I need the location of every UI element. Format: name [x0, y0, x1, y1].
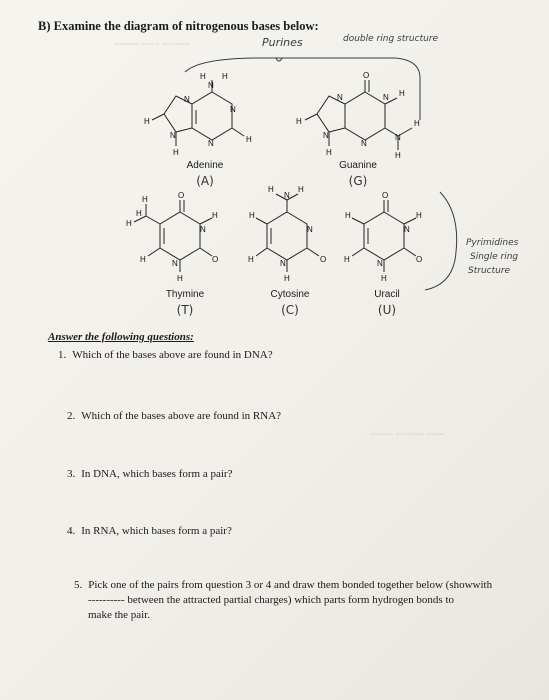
answer-section-title: Answer the following questions: — [48, 331, 194, 343]
question-text: Which of the bases above are found in DNA? — [72, 349, 273, 361]
uracil-structure — [352, 200, 416, 272]
question-number: 3. — [67, 468, 76, 480]
question-5 — [74, 578, 504, 623]
atom-label: H — [222, 72, 228, 81]
handwritten-purines: Purines — [262, 36, 303, 49]
atom-label: H — [326, 148, 332, 157]
atom-label: H — [140, 255, 146, 264]
atom-label: H — [345, 211, 351, 220]
handwritten-single-ring: Single ring — [470, 252, 519, 262]
section-header: B) Examine the diagram of nitrogenous bases below: — [38, 19, 319, 33]
handwritten-double-ring: double ring structure — [343, 34, 439, 44]
guanine-letter: (G) — [348, 174, 368, 188]
thymine-label: Thymine — [165, 289, 205, 300]
atom-label: O — [363, 71, 370, 80]
atom-label: H — [268, 185, 274, 194]
pyrimidines-bracket — [425, 192, 457, 290]
uracil-label: Uracil — [374, 289, 400, 300]
question-number: 4. — [67, 525, 76, 537]
atom-label: H — [284, 274, 290, 283]
question-text: In RNA, which bases form a pair? — [81, 525, 232, 537]
atom-label: N — [307, 225, 313, 234]
atom-label: N — [208, 81, 214, 90]
question-1 — [58, 349, 273, 361]
atom-label: N — [200, 225, 206, 234]
question-text: ---------- between the attracted partial charges) which parts form hydrogen bonds to — [88, 594, 455, 606]
atom-label: O — [178, 191, 185, 200]
atom-label: H — [298, 185, 304, 194]
atom-label: N — [230, 105, 236, 114]
atom-label: N — [172, 259, 178, 268]
adenine-label: Adenine — [186, 160, 224, 171]
handwritten-structure: Structure — [468, 266, 511, 276]
thymine-letter: (T) — [176, 303, 194, 317]
question-number: 2. — [67, 410, 76, 422]
atom-label: H — [177, 274, 183, 283]
atom-label: H — [200, 72, 206, 81]
atom-label: H — [414, 119, 420, 128]
atom-label: N — [404, 225, 410, 234]
atom-label: N — [184, 95, 190, 104]
atom-label: H — [344, 255, 350, 264]
atom-label: H — [296, 117, 302, 126]
atom-label: H — [212, 211, 218, 220]
atom-label: N — [337, 93, 343, 102]
atom-label: H — [142, 195, 148, 204]
atom-label: H — [416, 211, 422, 220]
cytosine-label: Cytosine — [270, 289, 310, 300]
atom-label: N — [361, 139, 367, 148]
cytosine-letter: (C) — [281, 303, 299, 317]
question-3 — [67, 468, 232, 480]
atom-label: N — [383, 93, 389, 102]
atom-label: N — [280, 259, 286, 268]
atom-label: H — [395, 151, 401, 160]
atom-label: H — [126, 219, 132, 228]
atom-label: O — [212, 255, 219, 264]
question-2 — [67, 410, 281, 422]
atom-label: H — [246, 135, 252, 144]
atom-label: H — [399, 89, 405, 98]
atom-label: N — [323, 131, 329, 140]
atom-label: N — [284, 191, 290, 200]
atom-label: N — [170, 131, 176, 140]
question-number: 1. — [58, 349, 67, 361]
atom-label: N — [377, 259, 383, 268]
atom-label: N — [208, 139, 214, 148]
atom-label: H — [136, 209, 142, 218]
guanine-label: Guanine — [339, 160, 377, 171]
atom-label: H — [249, 211, 255, 220]
bleed-through-text: ~~~~~ ~~~~ ~~~~~~ — [115, 40, 190, 49]
question-4 — [67, 525, 232, 537]
adenine-letter: (A) — [196, 174, 214, 188]
atom-label: O — [416, 255, 423, 264]
question-text: In DNA, which bases form a pair? — [81, 468, 233, 480]
bleed-through-text: ~~~~~ ~~~~~~ ~~~~ — [370, 430, 445, 439]
atom-label: H — [144, 117, 150, 126]
question-text: Which of the bases above are found in RNA? — [81, 410, 282, 422]
atom-label: H — [248, 255, 254, 264]
atom-label: O — [382, 191, 389, 200]
atom-label: H — [381, 274, 387, 283]
question-text: make the pair. — [88, 609, 151, 621]
nitrogenous-bases-diagram — [0, 0, 549, 330]
question-number: 5. — [74, 579, 83, 591]
atom-label: N — [395, 133, 401, 142]
atom-label: H — [173, 148, 179, 157]
uracil-letter: (U) — [377, 303, 397, 317]
atom-label: O — [320, 255, 327, 264]
handwritten-pyrimidines: Pyrimidines — [466, 238, 519, 248]
question-text: Pick one of the pairs from question 3 or 4 and draw them bonded together below (showwith — [88, 579, 493, 591]
